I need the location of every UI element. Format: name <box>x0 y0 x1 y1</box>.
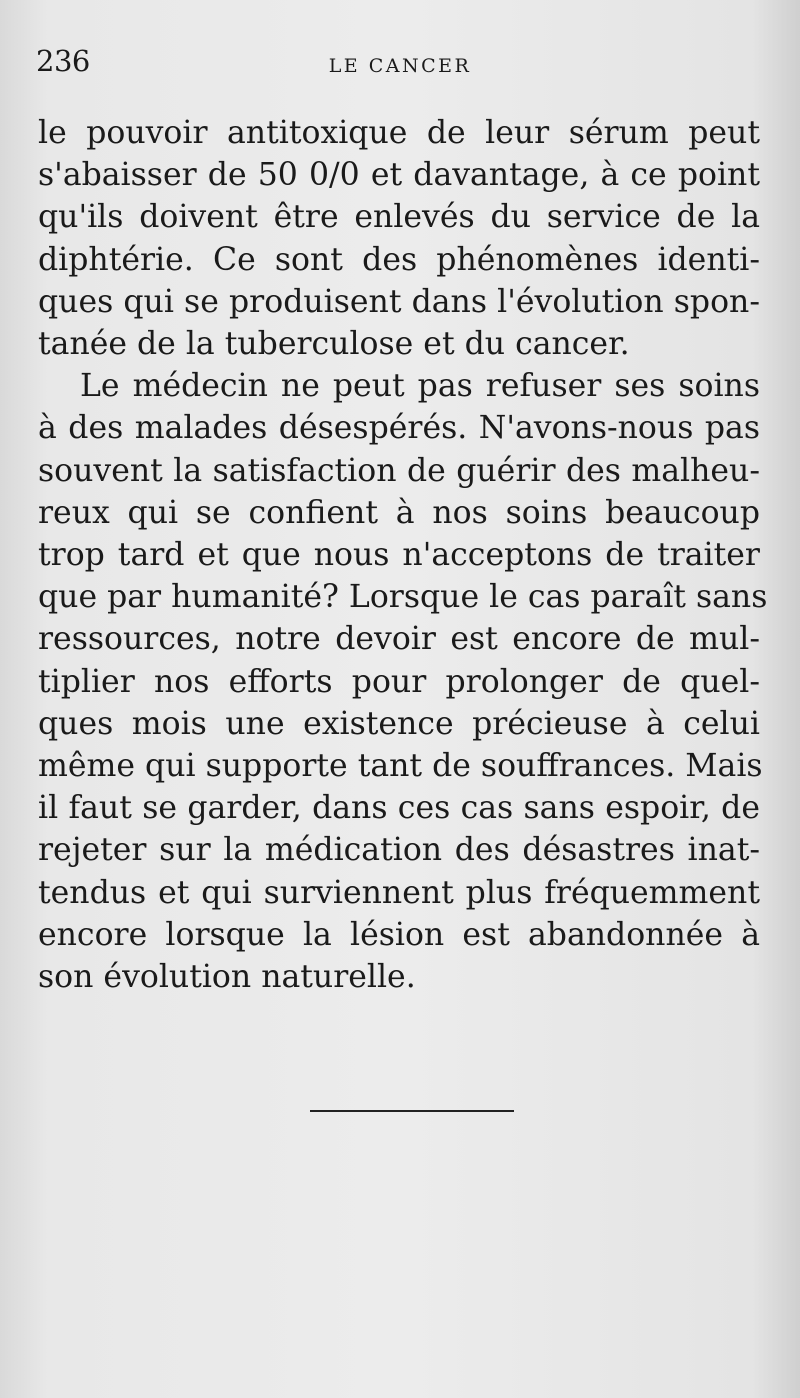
running-head: LE CANCER <box>328 55 472 77</box>
text-line: encore lorsque la lésion est abandonnée à <box>38 916 760 953</box>
text-line: rejeter sur la médication des désastres inat- <box>38 832 760 869</box>
body-text <box>38 112 768 998</box>
text-line: tendus et qui surviennent plus fréquemment <box>38 874 760 911</box>
text-line: que par humanité? Lorsque le cas paraît sans <box>38 579 768 616</box>
text-line: trop tard et que nous n'acceptons de traiter <box>38 537 760 574</box>
end-rule <box>310 1110 514 1112</box>
text-line: Le médecin ne peut pas refuser ses soins <box>80 368 760 405</box>
text-line: ressources, notre devoir est encore de mul- <box>38 621 760 658</box>
text-line: même qui supporte tant de souffrances. Mais <box>38 748 763 785</box>
text-line: reux qui se confient à nos soins beaucoup <box>38 494 760 531</box>
text-line: qu'ils doivent être enlevés du service de la <box>38 199 760 236</box>
text-line: il faut se garder, dans ces cas sans espoir, de <box>38 790 760 827</box>
page-number: 236 <box>36 44 90 78</box>
text-line: tanée de la tuberculose et du cancer. <box>38 326 630 363</box>
text-line: souvent la satisfaction de guérir des malheu- <box>38 452 760 489</box>
text-line: tiplier nos efforts pour prolonger de quel- <box>38 663 760 700</box>
text-line: s'abaisser de 50 0/0 et davantage, à ce point <box>38 157 760 194</box>
text-line: ques mois une existence précieuse à celui <box>38 705 760 742</box>
text-line: son évolution naturelle. <box>38 959 416 996</box>
text-line: le pouvoir antitoxique de leur sérum peut <box>38 115 760 151</box>
text-line: à des malades désespérés. N'avons-nous pas <box>38 410 760 447</box>
text-line: ques qui se produisent dans l'évolution spon- <box>38 283 760 320</box>
text-line: diphtérie. Ce sont des phénomènes identi- <box>38 241 760 278</box>
